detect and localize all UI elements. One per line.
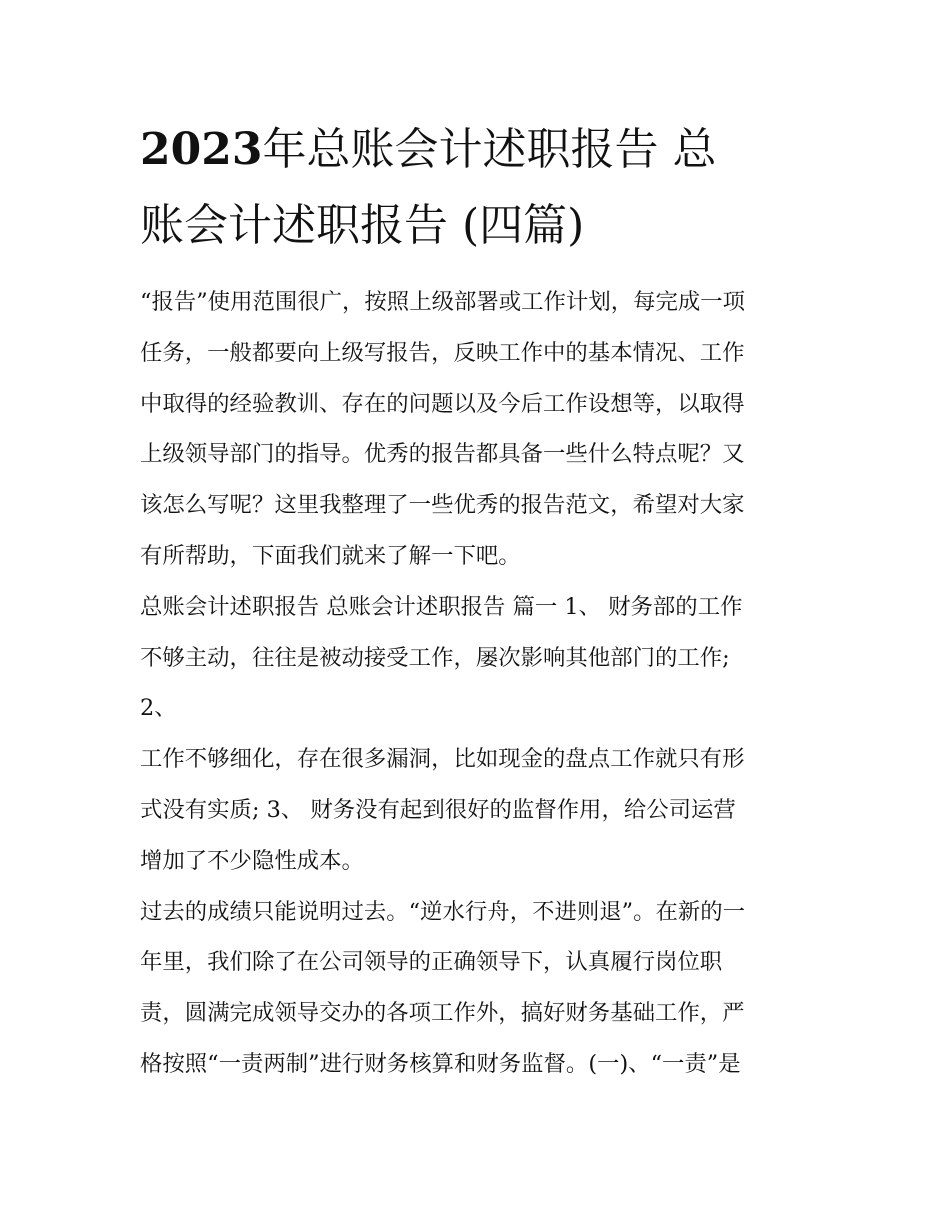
text-line: 总账会计述职报告 总账会计述职报告 篇一 1、 财务部的工作 xyxy=(140,593,743,620)
text-line: 格按照“一责两制”进行财务核算和财务监督。(一)、“一责”是 xyxy=(140,1050,741,1077)
text-line: 年里，我们除了在公司领导的正确领导下，认真履行岗位职 xyxy=(140,949,723,976)
text-line: 不够主动，往往是被动接受工作，屡次影响其他部门的工作; xyxy=(140,644,730,671)
paragraph-intro xyxy=(140,277,812,582)
text-line: 该怎么写呢？这里我整理了一些优秀的报告范文，希望对大家 xyxy=(140,492,745,519)
text-line: 式没有实质; 3、 财务没有起到很好的监督作用，给公司运营 xyxy=(140,796,736,823)
title-line-1 xyxy=(140,112,830,188)
document-title xyxy=(140,112,830,264)
paragraph-problems xyxy=(140,734,812,886)
text-line: 增加了不少隐性成本。 xyxy=(140,847,364,874)
title-year: 2023 xyxy=(140,124,263,175)
document-body xyxy=(140,277,812,1090)
text-line: 责，圆满完成领导交办的各项工作外，搞好财务基础工作，严 xyxy=(140,1000,745,1027)
text-line: 过去的成绩只能说明过去。“逆水行舟，不进则退”。在新的一 xyxy=(140,898,746,925)
text-line: 工作不够细化，存在很多漏洞，比如现金的盘点工作就只有形 xyxy=(140,746,745,773)
text-line: 中取得的经验教训、存在的问题以及今后工作设想等，以取得 xyxy=(140,390,745,417)
title-line-1-text: 年总账会计述职报告 总 xyxy=(262,124,717,175)
text-line: 任务，一般都要向上级写报告，反映工作中的基本情况、工作 xyxy=(140,339,745,366)
text-line: “报告”使用范围很广，按照上级部署或工作计划，每完成一项 xyxy=(140,289,746,315)
text-line: 上级领导部门的指导。优秀的报告都具备一些什么特点呢？又 xyxy=(140,441,745,468)
paragraph-plans xyxy=(140,887,812,1090)
text-line: 有所帮助，下面我们就来了解一下吧。 xyxy=(140,542,521,569)
title-line-2: 账会计述职报告 (四篇) xyxy=(140,200,585,251)
paragraph-section-one xyxy=(140,582,812,734)
text-line: 2、 xyxy=(140,695,177,722)
